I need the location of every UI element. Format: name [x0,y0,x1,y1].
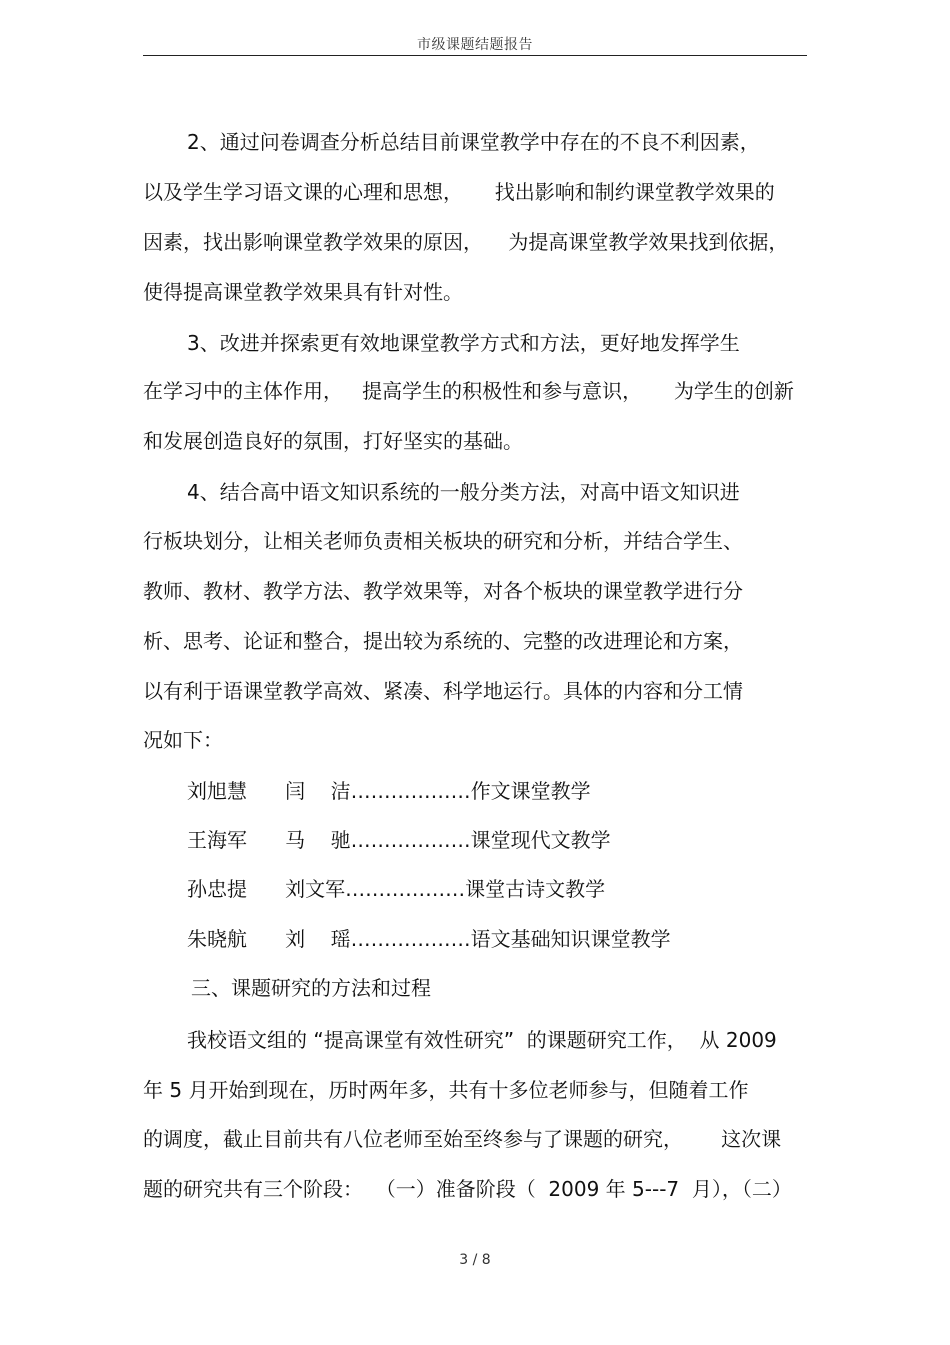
paragraph-3-line-2: 在学习中的主体作用， 提高学生的积极性和参与意识， 为学生的创新 [143,379,794,403]
paragraph-4-line-6: 况如下： [143,728,223,752]
header-divider [143,55,807,56]
paragraph-4-line-5: 以有利于语课堂教学高效、紧凑、科学地运行。具体的内容和分工情 [143,679,743,703]
paragraph-5-line-4: 题的研究共有三个阶段： （一）准备阶段（ 2009 年 5---7 月），（二） [143,1177,792,1201]
paragraph-5-line-2: 年 5 月开始到现在，历时两年多，共有十多位老师参与，但随着工作 [143,1078,749,1102]
section-3-heading: 三、课题研究的方法和过程 [191,976,431,1000]
paragraph-4-line-4: 析、思考、论证和整合，提出较为系统的、完整的改进理论和方案， [143,629,743,653]
paragraph-3-line-3: 和发展创造良好的氛围，打好坚实的基础。 [143,429,523,453]
running-header-title: 市级课题结题报告 [417,37,533,53]
paragraph-3-line-1: 3、改进并探索更有效地课堂教学方式和方法，更好地发挥学生 [187,331,740,355]
paragraph-5-line-1: 我校语文组的 “提高课堂有效性研究” 的课题研究工作， 从 2009 [187,1028,777,1052]
paragraph-4-line-3: 教师、教材、教学方法、教学效果等，对各个板块的课堂教学进行分 [143,579,743,603]
assignment-row-1: 刘旭慧 闫 洁………………作文课堂教学 [187,779,591,803]
paragraph-4-line-1: 4、结合高中语文知识系统的一般分类方法，对高中语文知识进 [187,480,740,504]
assignment-row-3: 孙忠提 刘文军………………课堂古诗文教学 [187,877,606,901]
assignment-row-4: 朱晓航 刘 瑶………………语文基础知识课堂教学 [187,927,671,951]
paragraph-5-line-3: 的调度，截止目前共有八位老师至始至终参与了课题的研究， 这次课 [143,1127,782,1151]
assignment-row-2: 王海军 马 驰………………课堂现代文教学 [187,828,611,852]
paragraph-2-line-4: 使得提高课堂教学效果具有针对性。 [143,280,463,304]
paragraph-2-line-2: 以及学生学习语文课的心理和思想， 找出影响和制约课堂教学效果的 [143,180,775,204]
paragraph-2-line-1: 2、通过问卷调查分析总结目前课堂教学中存在的不良不利因素， [187,130,760,154]
paragraph-4-line-2: 行板块划分，让相关老师负责相关板块的研究和分析，并结合学生、 [143,529,743,553]
paragraph-2-line-3: 因素，找出影响课堂教学效果的原因， 为提高课堂教学效果找到依据， [143,230,789,254]
page-number: 3 / 8 [459,1252,491,1268]
